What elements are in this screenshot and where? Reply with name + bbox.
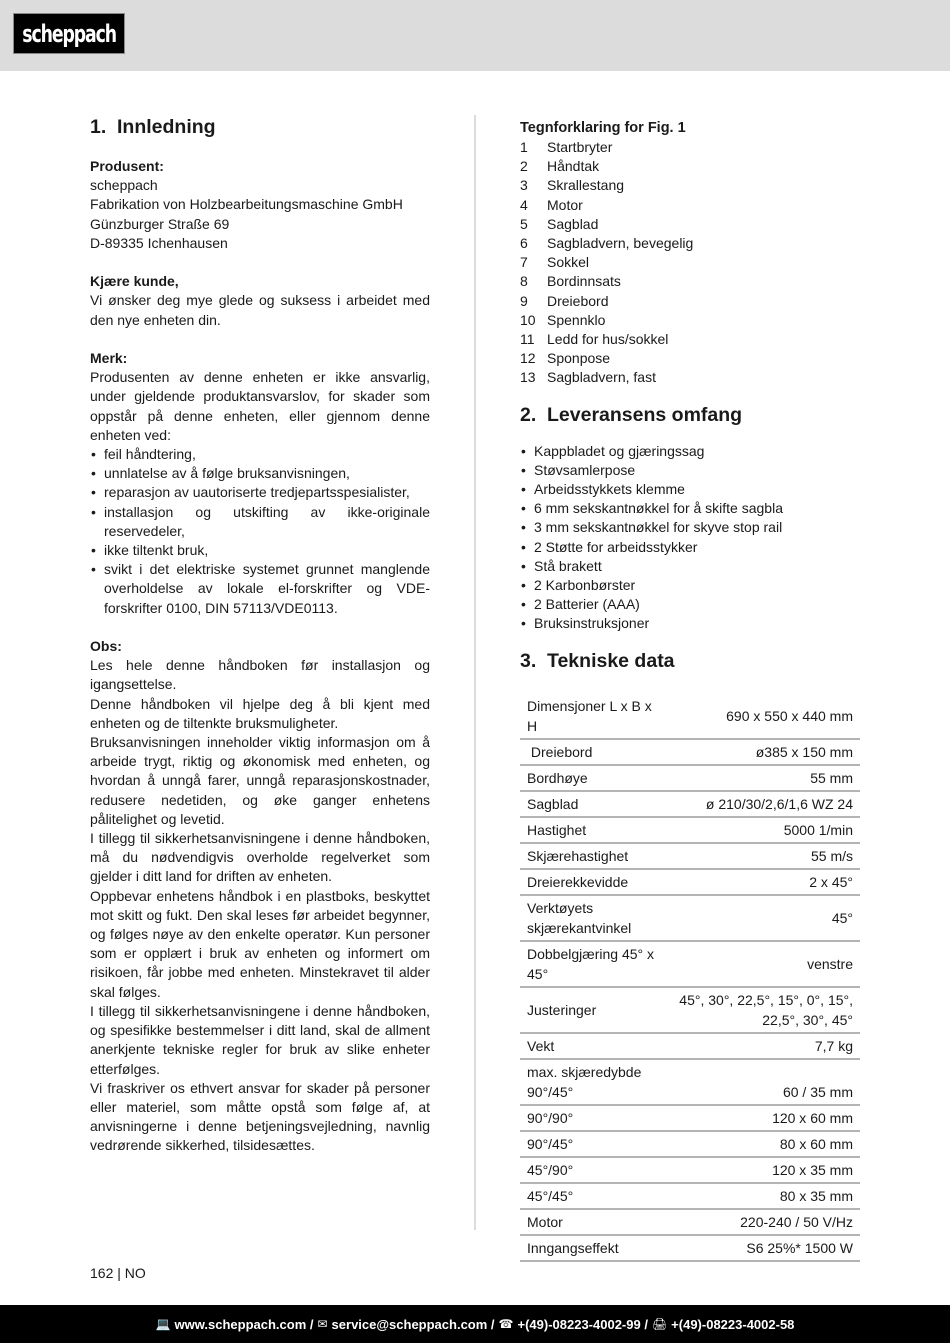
legend-item: 10 Spennklo	[520, 311, 606, 328]
table-row: 45°/45° 80 x 35 mm	[520, 1183, 860, 1209]
phone-icon: ☎	[498, 1317, 514, 1331]
table-row: Dobbelgjæring 45° x 45° venstre	[520, 941, 860, 987]
legend-item: 5 Sagblad	[520, 215, 599, 232]
table-row: Skjærehastighet 55 m/s	[520, 843, 860, 869]
list-item: • reparasjon av uautoriserte tredjepartsspesialister,	[90, 483, 430, 502]
list-item: • Arbeidsstykkets klemme	[520, 480, 860, 499]
legend-item: 13 Sagbladvern, fast	[520, 369, 656, 386]
table-row: Sagblad ø 210/30/2,6/1,6 WZ 24	[520, 791, 860, 817]
list-item: • feil håndtering,	[90, 445, 430, 464]
table-row: Vekt 7,7 kg	[520, 1033, 860, 1059]
section-3-heading: 3. Tekniske data	[520, 649, 675, 672]
fax-icon: 🖨	[651, 1317, 668, 1331]
list-item: • Stå brakett	[520, 557, 860, 576]
fax-number: +(49)-08223-4002-58	[671, 1316, 795, 1332]
list-item: • 2 Karbonbørster	[520, 576, 860, 595]
header-band	[0, 0, 950, 71]
producer-line: scheppach	[90, 177, 158, 194]
computer-icon: 💻	[155, 1317, 171, 1331]
legend-item: 11 Ledd for hus/sokkel	[520, 331, 669, 348]
legend-item: 3 Skrallestang	[520, 177, 625, 194]
producer-line: Günzburger Straße 69	[90, 215, 230, 232]
table-row: Dimensjoner L x B x H 690 x 550 x 440 mm	[520, 694, 860, 739]
note-bullets	[90, 445, 430, 618]
list-item: • 2 Batterier (AAA)	[520, 595, 860, 614]
legend-list	[520, 138, 860, 388]
legend-item: 2 Håndtak	[520, 158, 600, 175]
table-row: 90°/45° 80 x 60 mm	[520, 1131, 860, 1157]
table-row: Bordhøye 55 mm	[520, 765, 860, 791]
dear-label: Kjære kunde,	[90, 273, 179, 290]
table-row: Dreiebord ø385 x 150 mm	[520, 739, 860, 765]
note-text: Produsenten av denne enheten er ikke ansvarlig, under gjeldende produktansvarslov, for skader som oppstår på denne enheten, eller gjennom denne enheten ved:	[90, 369, 430, 443]
list-item: • 2 Støtte for arbeidsstykker	[520, 538, 860, 557]
legend-item: 8 Bordinnsats	[520, 273, 621, 290]
list-item: • installasjon og utskifting av ikke-originale reservedeler,	[90, 503, 430, 541]
legend-item: 6 Sagbladvern, bevegelig	[520, 235, 694, 252]
tech-data-table	[520, 694, 860, 1262]
list-item: • ikke tiltenkt bruk,	[90, 541, 430, 560]
obs-label: Obs:	[90, 638, 122, 655]
table-row: 90°/90° 120 x 60 mm	[520, 1105, 860, 1131]
obs-paragraph: Denne håndboken vil hjelpe deg å bli kjent med enheten og de tiltenkte bruksmuligheter.	[90, 695, 430, 731]
obs-paragraph: Oppbevar enhetens håndbok i en plastboks, beskyttet mot skitt og fukt. Den skal leses før arbeidet begynner, og følges nøye av den enkelte operatør. Kun personer som er opplært i bruk av enheten og informert om risikoen, får jobbe med enheten. Minstekravet til alder skal følges.	[90, 887, 430, 1000]
legend-item: 12 Sponpose	[520, 350, 611, 367]
legend-item: 7 Sokkel	[520, 254, 590, 271]
mail-icon: ✉	[317, 1317, 328, 1331]
left-column	[90, 114, 430, 1156]
list-item: • 6 mm sekskantnøkkel for å skifte sagbla	[520, 499, 860, 518]
obs-paragraph: Bruksanvisningen inneholder viktig informasjon om å arbeide trygt, riktig og økonomisk med enheten, og hvordan å unngå farer, unngå reparasjonskostnader, redusere nedetiden, og øke ganger enhetens pålitelighet og levetid.	[90, 734, 430, 827]
table-row: Dreierekkevidde 2 x 45°	[520, 869, 860, 895]
list-item: • Bruksinstruksjoner	[520, 614, 860, 633]
legend-item: 9 Dreiebord	[520, 292, 609, 309]
obs-paragraph: Vi fraskriver os ethvert ansvar for skader på personer eller materiel, som måtte opstå som følge af, at anvisningerne i denne betjeningsvejledning, navnlig vedrørende sikkerhed, tilsidesættes.	[90, 1079, 430, 1154]
obs-paragraph: Les hele denne håndboken før installasjon og igangsettelse.	[90, 657, 430, 693]
legend-item: 1 Startbryter	[520, 139, 613, 155]
table-row: Verktøyets skjærekantvinkel 45°	[520, 895, 860, 941]
email-link[interactable]: service@scheppach.com /	[331, 1316, 495, 1332]
producer-label: Produsent:	[90, 158, 164, 174]
table-row: max. skjæredybde 90°/45° 60 / 35 mm	[520, 1059, 860, 1105]
phone-number: +(49)-08223-4002-99 /	[517, 1316, 648, 1332]
website-link[interactable]: www.scheppach.com /	[174, 1316, 314, 1332]
column-divider	[474, 115, 476, 1230]
section-2-heading: 2. Leveransens omfang	[520, 403, 743, 426]
dear-text: Vi ønsker deg mye glede og suksess i arbeidet med den nye enheten din.	[90, 292, 430, 328]
list-item: • unnlatelse av å følge bruksanvisningen,	[90, 464, 430, 483]
footer-contact-bar	[0, 1305, 950, 1343]
producer-line: D-89335 Ichenhausen	[90, 234, 228, 251]
list-item: • 3 mm sekskantnøkkel for skyve stop rail	[520, 518, 860, 537]
table-row: 45°/90° 120 x 35 mm	[520, 1157, 860, 1183]
list-item: • Kappbladet og gjæringssag	[520, 442, 860, 461]
table-row: Hastighet 5000 1/min	[520, 817, 860, 843]
section-1-heading: 1. Innledning	[90, 116, 216, 138]
obs-paragraph: I tillegg til sikkerhetsanvisningene i denne håndboken, må du nødvendigvis overholde regelverket som gjelder i ditt land for driften av enheten.	[90, 830, 430, 885]
scheppach-logo: scheppach	[13, 13, 125, 54]
table-row: Inngangseffekt S6 25%* 1500 W	[520, 1235, 860, 1261]
producer-line: Fabrikation von Holzbearbeitungsmaschine GmbH	[90, 196, 403, 213]
legend-title: Tegnforklaring for Fig. 1	[520, 120, 686, 136]
delivery-list	[520, 442, 860, 634]
list-item: • svikt i det elektriske systemet grunnet manglende overholdelse av lokale el-forskrifter og VDE-forskrifter 0100, DIN 57113/VDE0113.	[90, 560, 430, 618]
note-label: Merk:	[90, 350, 128, 366]
list-item: • Støvsamlerpose	[520, 461, 860, 480]
right-column	[520, 118, 860, 1262]
legend-item: 4 Motor	[520, 196, 583, 213]
table-row: Justeringer 45°, 30°, 22,5°, 15°, 0°, 15°, 22,5°, 30°, 45°	[520, 987, 860, 1033]
table-row: Motor 220-240 / 50 V/Hz	[520, 1209, 860, 1235]
page-number: 162 | NO	[90, 1265, 146, 1281]
obs-paragraph: I tillegg til sikkerhetsanvisningene i denne håndboken, og spesifikke bestemmelser i ditt land, skal de allment anerkjente tekniske regler for bruk av slike enheter etterfølges.	[90, 1002, 430, 1077]
